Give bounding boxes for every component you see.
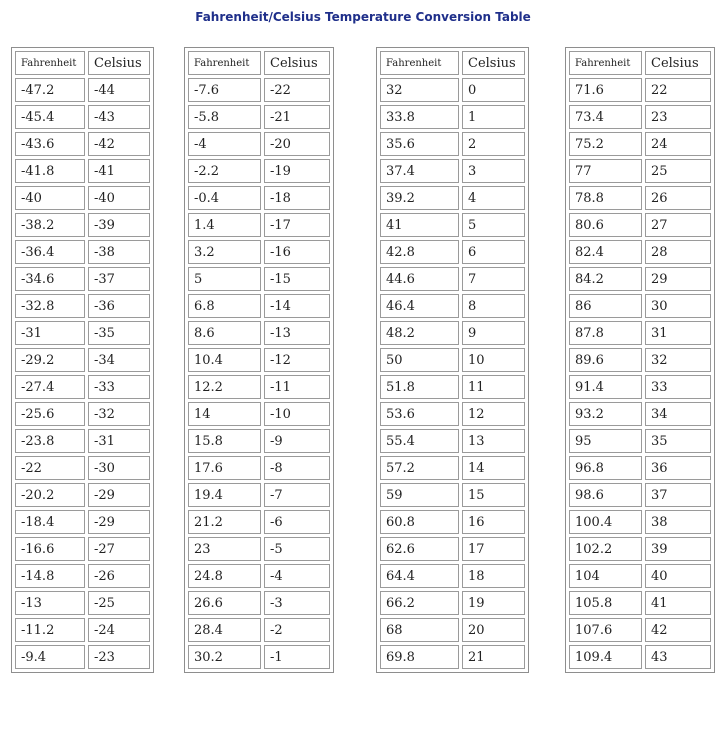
- table-row: [188, 645, 330, 669]
- table-row: [380, 267, 525, 291]
- celsius-cell: -25: [88, 591, 150, 615]
- celsius-cell: 24: [645, 132, 711, 156]
- table-row: [380, 618, 525, 642]
- conversion-table: [11, 47, 154, 673]
- celsius-cell: -32: [88, 402, 150, 426]
- celsius-cell: 30: [645, 294, 711, 318]
- fahrenheit-cell: 17.6: [188, 456, 261, 480]
- table-row: [380, 78, 525, 102]
- table-row: [569, 186, 711, 210]
- page-title: Fahrenheit/Celsius Temperature Conversion Table: [195, 10, 531, 24]
- table-row: [380, 294, 525, 318]
- table-row: [569, 294, 711, 318]
- table-row: [188, 240, 330, 264]
- celsius-cell: -13: [264, 321, 330, 345]
- celsius-cell: 5: [462, 213, 525, 237]
- table-row: [188, 456, 330, 480]
- celsius-cell: 21: [462, 645, 525, 669]
- table-row: [569, 537, 711, 561]
- celsius-cell: 40: [645, 564, 711, 588]
- fahrenheit-cell: 105.8: [569, 591, 642, 615]
- fahrenheit-cell: -13: [15, 591, 85, 615]
- table-header-row: [569, 51, 711, 75]
- table-row: [15, 105, 150, 129]
- table-row: [380, 159, 525, 183]
- table-row: [569, 240, 711, 264]
- table-row: [569, 564, 711, 588]
- celsius-cell: 14: [462, 456, 525, 480]
- celsius-cell: -34: [88, 348, 150, 372]
- table-row: [569, 375, 711, 399]
- fahrenheit-cell: 89.6: [569, 348, 642, 372]
- fahrenheit-cell: -2.2: [188, 159, 261, 183]
- fahrenheit-cell: 28.4: [188, 618, 261, 642]
- celsius-cell: -20: [264, 132, 330, 156]
- table-row: [188, 402, 330, 426]
- fahrenheit-cell: 41: [380, 213, 459, 237]
- celsius-cell: 13: [462, 429, 525, 453]
- table-row: [380, 456, 525, 480]
- fahrenheit-cell: 57.2: [380, 456, 459, 480]
- fahrenheit-cell: 71.6: [569, 78, 642, 102]
- table-row: [15, 321, 150, 345]
- table-row: [188, 321, 330, 345]
- fahrenheit-cell: -43.6: [15, 132, 85, 156]
- celsius-cell: -3: [264, 591, 330, 615]
- fahrenheit-cell: 44.6: [380, 267, 459, 291]
- celsius-cell: 35: [645, 429, 711, 453]
- fahrenheit-cell: 50: [380, 348, 459, 372]
- fahrenheit-cell: -18.4: [15, 510, 85, 534]
- celsius-cell: -5: [264, 537, 330, 561]
- fahrenheit-cell: 68: [380, 618, 459, 642]
- fahrenheit-cell: 30.2: [188, 645, 261, 669]
- celsius-cell: -27: [88, 537, 150, 561]
- fahrenheit-cell: 95: [569, 429, 642, 453]
- fahrenheit-cell: -38.2: [15, 213, 85, 237]
- celsius-cell: 41: [645, 591, 711, 615]
- fahrenheit-cell: 87.8: [569, 321, 642, 345]
- celsius-cell: 23: [645, 105, 711, 129]
- celsius-cell: -14: [264, 294, 330, 318]
- fahrenheit-cell: -25.6: [15, 402, 85, 426]
- fahrenheit-cell: 64.4: [380, 564, 459, 588]
- fahrenheit-cell: 15.8: [188, 429, 261, 453]
- table-row: [15, 429, 150, 453]
- celsius-cell: 11: [462, 375, 525, 399]
- celsius-cell: 9: [462, 321, 525, 345]
- celsius-cell: 34: [645, 402, 711, 426]
- table-row: [380, 321, 525, 345]
- fahrenheit-cell: 32: [380, 78, 459, 102]
- celsius-cell: 29: [645, 267, 711, 291]
- fahrenheit-cell: 102.2: [569, 537, 642, 561]
- celsius-cell: 8: [462, 294, 525, 318]
- table-row: [569, 591, 711, 615]
- celsius-cell: -2: [264, 618, 330, 642]
- table-row: [15, 375, 150, 399]
- table-row: [188, 294, 330, 318]
- table-row: [188, 618, 330, 642]
- table-row: [15, 294, 150, 318]
- fahrenheit-cell: 53.6: [380, 402, 459, 426]
- table-row: [569, 429, 711, 453]
- table-row: [188, 348, 330, 372]
- fahrenheit-cell: 100.4: [569, 510, 642, 534]
- table-row: [188, 537, 330, 561]
- fahrenheit-cell: 80.6: [569, 213, 642, 237]
- fahrenheit-cell: 59: [380, 483, 459, 507]
- celsius-cell: -12: [264, 348, 330, 372]
- celsius-cell: 18: [462, 564, 525, 588]
- table-row: [15, 78, 150, 102]
- table-row: [188, 186, 330, 210]
- fahrenheit-cell: -32.8: [15, 294, 85, 318]
- table-row: [380, 402, 525, 426]
- fahrenheit-header: Fahrenheit: [188, 51, 261, 75]
- table-row: [380, 186, 525, 210]
- table-header-row: [188, 51, 330, 75]
- fahrenheit-cell: 6.8: [188, 294, 261, 318]
- celsius-cell: -29: [88, 483, 150, 507]
- celsius-cell: 33: [645, 375, 711, 399]
- fahrenheit-cell: 73.4: [569, 105, 642, 129]
- fahrenheit-cell: 42.8: [380, 240, 459, 264]
- celsius-cell: 12: [462, 402, 525, 426]
- fahrenheit-cell: 23: [188, 537, 261, 561]
- fahrenheit-cell: 107.6: [569, 618, 642, 642]
- celsius-cell: 28: [645, 240, 711, 264]
- celsius-cell: -22: [264, 78, 330, 102]
- table-row: [569, 132, 711, 156]
- fahrenheit-cell: -14.8: [15, 564, 85, 588]
- table-header-row: [15, 51, 150, 75]
- celsius-cell: -31: [88, 429, 150, 453]
- celsius-cell: 26: [645, 186, 711, 210]
- celsius-cell: -4: [264, 564, 330, 588]
- celsius-cell: 3: [462, 159, 525, 183]
- fahrenheit-cell: -23.8: [15, 429, 85, 453]
- fahrenheit-cell: 14: [188, 402, 261, 426]
- fahrenheit-cell: -47.2: [15, 78, 85, 102]
- celsius-cell: -41: [88, 159, 150, 183]
- table-row: [188, 375, 330, 399]
- celsius-header: Celsius: [88, 51, 150, 75]
- fahrenheit-cell: 78.8: [569, 186, 642, 210]
- table-row: [15, 591, 150, 615]
- table-row: [188, 213, 330, 237]
- table-row: [15, 618, 150, 642]
- fahrenheit-cell: -22: [15, 456, 85, 480]
- table-row: [569, 213, 711, 237]
- celsius-cell: -30: [88, 456, 150, 480]
- celsius-cell: 22: [645, 78, 711, 102]
- celsius-cell: -39: [88, 213, 150, 237]
- celsius-cell: 15: [462, 483, 525, 507]
- table-row: [188, 159, 330, 183]
- celsius-cell: -42: [88, 132, 150, 156]
- table-row: [569, 321, 711, 345]
- table-row: [380, 645, 525, 669]
- table-row: [569, 456, 711, 480]
- fahrenheit-cell: 69.8: [380, 645, 459, 669]
- fahrenheit-cell: 48.2: [380, 321, 459, 345]
- celsius-cell: 19: [462, 591, 525, 615]
- table-row: [188, 267, 330, 291]
- table-row: [380, 510, 525, 534]
- fahrenheit-cell: -20.2: [15, 483, 85, 507]
- table-row: [15, 213, 150, 237]
- celsius-cell: 42: [645, 618, 711, 642]
- fahrenheit-cell: 12.2: [188, 375, 261, 399]
- fahrenheit-cell: 21.2: [188, 510, 261, 534]
- table-row: [15, 132, 150, 156]
- celsius-cell: -11: [264, 375, 330, 399]
- fahrenheit-cell: 62.6: [380, 537, 459, 561]
- table-row: [569, 159, 711, 183]
- table-body: [188, 78, 330, 669]
- celsius-cell: 10: [462, 348, 525, 372]
- celsius-cell: 4: [462, 186, 525, 210]
- celsius-cell: -40: [88, 186, 150, 210]
- table-header-row: [380, 51, 525, 75]
- fahrenheit-cell: 66.2: [380, 591, 459, 615]
- fahrenheit-header: Fahrenheit: [380, 51, 459, 75]
- table-row: [569, 483, 711, 507]
- table-row: [380, 105, 525, 129]
- fahrenheit-cell: -5.8: [188, 105, 261, 129]
- table-row: [15, 510, 150, 534]
- celsius-cell: -10: [264, 402, 330, 426]
- celsius-cell: -26: [88, 564, 150, 588]
- table-row: [569, 510, 711, 534]
- table-row: [188, 591, 330, 615]
- fahrenheit-cell: 37.4: [380, 159, 459, 183]
- celsius-cell: 16: [462, 510, 525, 534]
- celsius-cell: 39: [645, 537, 711, 561]
- table-body: [380, 78, 525, 669]
- celsius-header: Celsius: [462, 51, 525, 75]
- celsius-cell: 0: [462, 78, 525, 102]
- table-row: [188, 483, 330, 507]
- table-row: [15, 348, 150, 372]
- celsius-cell: 17: [462, 537, 525, 561]
- celsius-cell: 38: [645, 510, 711, 534]
- celsius-cell: 20: [462, 618, 525, 642]
- fahrenheit-header: Fahrenheit: [15, 51, 85, 75]
- fahrenheit-cell: 8.6: [188, 321, 261, 345]
- fahrenheit-cell: 51.8: [380, 375, 459, 399]
- celsius-cell: 27: [645, 213, 711, 237]
- fahrenheit-cell: 104: [569, 564, 642, 588]
- fahrenheit-cell: -9.4: [15, 645, 85, 669]
- fahrenheit-cell: 98.6: [569, 483, 642, 507]
- table-row: [15, 483, 150, 507]
- table-row: [188, 564, 330, 588]
- table-row: [380, 537, 525, 561]
- celsius-cell: -7: [264, 483, 330, 507]
- fahrenheit-cell: 46.4: [380, 294, 459, 318]
- fahrenheit-cell: -31: [15, 321, 85, 345]
- celsius-cell: -16: [264, 240, 330, 264]
- fahrenheit-cell: 91.4: [569, 375, 642, 399]
- table-row: [15, 267, 150, 291]
- celsius-cell: 6: [462, 240, 525, 264]
- celsius-header: Celsius: [264, 51, 330, 75]
- celsius-cell: -29: [88, 510, 150, 534]
- celsius-cell: -6: [264, 510, 330, 534]
- fahrenheit-cell: -36.4: [15, 240, 85, 264]
- table-row: [380, 591, 525, 615]
- table-row: [188, 510, 330, 534]
- celsius-cell: -23: [88, 645, 150, 669]
- celsius-cell: -37: [88, 267, 150, 291]
- celsius-cell: -24: [88, 618, 150, 642]
- fahrenheit-cell: 19.4: [188, 483, 261, 507]
- table-row: [569, 78, 711, 102]
- fahrenheit-cell: 10.4: [188, 348, 261, 372]
- celsius-cell: -1: [264, 645, 330, 669]
- celsius-cell: 1: [462, 105, 525, 129]
- fahrenheit-cell: 26.6: [188, 591, 261, 615]
- fahrenheit-cell: 33.8: [380, 105, 459, 129]
- table-row: [188, 78, 330, 102]
- table-row: [15, 645, 150, 669]
- fahrenheit-cell: 60.8: [380, 510, 459, 534]
- celsius-cell: 2: [462, 132, 525, 156]
- celsius-cell: -8: [264, 456, 330, 480]
- celsius-cell: -15: [264, 267, 330, 291]
- celsius-cell: -43: [88, 105, 150, 129]
- fahrenheit-cell: -7.6: [188, 78, 261, 102]
- table-body: [15, 78, 150, 669]
- fahrenheit-cell: 3.2: [188, 240, 261, 264]
- table-row: [380, 348, 525, 372]
- fahrenheit-cell: -0.4: [188, 186, 261, 210]
- table-row: [380, 375, 525, 399]
- fahrenheit-cell: 86: [569, 294, 642, 318]
- fahrenheit-cell: -34.6: [15, 267, 85, 291]
- fahrenheit-header: Fahrenheit: [569, 51, 642, 75]
- fahrenheit-cell: -16.6: [15, 537, 85, 561]
- celsius-cell: -33: [88, 375, 150, 399]
- table-row: [569, 402, 711, 426]
- table-row: [380, 483, 525, 507]
- celsius-header: Celsius: [645, 51, 711, 75]
- table-row: [188, 132, 330, 156]
- table-row: [380, 213, 525, 237]
- celsius-cell: -44: [88, 78, 150, 102]
- fahrenheit-cell: 5: [188, 267, 261, 291]
- celsius-cell: -18: [264, 186, 330, 210]
- fahrenheit-cell: 39.2: [380, 186, 459, 210]
- table-row: [15, 159, 150, 183]
- fahrenheit-cell: -45.4: [15, 105, 85, 129]
- celsius-cell: 37: [645, 483, 711, 507]
- table-row: [380, 564, 525, 588]
- fahrenheit-cell: 82.4: [569, 240, 642, 264]
- table-body: [569, 78, 711, 669]
- table-row: [15, 564, 150, 588]
- fahrenheit-cell: 96.8: [569, 456, 642, 480]
- fahrenheit-cell: 77: [569, 159, 642, 183]
- celsius-cell: -38: [88, 240, 150, 264]
- celsius-cell: 32: [645, 348, 711, 372]
- table-row: [380, 132, 525, 156]
- table-row: [569, 645, 711, 669]
- fahrenheit-cell: -27.4: [15, 375, 85, 399]
- fahrenheit-cell: -29.2: [15, 348, 85, 372]
- table-row: [380, 240, 525, 264]
- table-row: [15, 456, 150, 480]
- fahrenheit-cell: 55.4: [380, 429, 459, 453]
- table-row: [380, 429, 525, 453]
- celsius-cell: -35: [88, 321, 150, 345]
- table-row: [15, 186, 150, 210]
- fahrenheit-cell: -11.2: [15, 618, 85, 642]
- celsius-cell: 7: [462, 267, 525, 291]
- conversion-table: [184, 47, 334, 673]
- conversion-table: [376, 47, 529, 673]
- fahrenheit-cell: -4: [188, 132, 261, 156]
- celsius-cell: -36: [88, 294, 150, 318]
- celsius-cell: -19: [264, 159, 330, 183]
- table-row: [569, 105, 711, 129]
- celsius-cell: 25: [645, 159, 711, 183]
- fahrenheit-cell: 35.6: [380, 132, 459, 156]
- table-row: [569, 267, 711, 291]
- celsius-cell: 31: [645, 321, 711, 345]
- table-row: [188, 429, 330, 453]
- fahrenheit-cell: 75.2: [569, 132, 642, 156]
- fahrenheit-cell: 1.4: [188, 213, 261, 237]
- fahrenheit-cell: 84.2: [569, 267, 642, 291]
- table-row: [15, 537, 150, 561]
- table-row: [569, 348, 711, 372]
- fahrenheit-cell: 93.2: [569, 402, 642, 426]
- celsius-cell: 36: [645, 456, 711, 480]
- table-row: [15, 402, 150, 426]
- celsius-cell: -9: [264, 429, 330, 453]
- celsius-cell: -17: [264, 213, 330, 237]
- celsius-cell: -21: [264, 105, 330, 129]
- fahrenheit-cell: -41.8: [15, 159, 85, 183]
- table-row: [188, 105, 330, 129]
- table-row: [569, 618, 711, 642]
- celsius-cell: 43: [645, 645, 711, 669]
- fahrenheit-cell: -40: [15, 186, 85, 210]
- table-row: [15, 240, 150, 264]
- fahrenheit-cell: 109.4: [569, 645, 642, 669]
- conversion-table: [565, 47, 715, 673]
- fahrenheit-cell: 24.8: [188, 564, 261, 588]
